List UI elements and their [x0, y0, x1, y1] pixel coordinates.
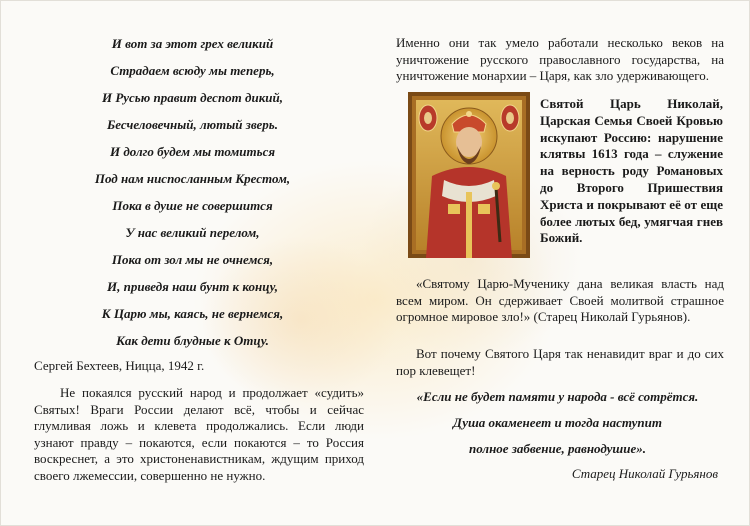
poem-line: Под нам ниспосланным Крестом, [94, 171, 291, 186]
poem-line: И вот за этот грех великий [111, 36, 274, 51]
saint-icon-svg [408, 92, 530, 258]
poem-signature: Сергей Бехтеев, Ницца, 1942 г. [34, 358, 205, 373]
poem-line: Страдаем всюду мы теперь, [110, 63, 275, 78]
prophecy-author: Старец Николай Гурьянов [571, 466, 718, 481]
saint-icon-image [408, 92, 530, 258]
poem-line: И Русью правит деспот дикий, [101, 90, 284, 105]
icon-caption: Святой Царь Николай, Царская Семья Своей Кровью искупают Россию: нарушение клятвы 1613 года – служение на верность роду Романовых до Второго Пришествия Христа и покрывают её от еще более лютых бед, умягчая гнев Божий. [540, 96, 723, 246]
right-top-paragraph: Именно они так умело работали несколько веков на уничтожение русского православного государства, на уничтожение монархии – Царя, как зло удерживающего. [396, 35, 724, 84]
prophecy [380, 384, 735, 462]
poem-line: У нас великий перелом, [125, 225, 260, 240]
why-paragraph: Вот почему Святого Царя так ненавидит враг и до сих пор клевещет! [396, 346, 724, 378]
poem-line: Пока от зол мы не очнемся, [111, 252, 274, 267]
prophecy-line: Душа окаменеет и тогда наступит [453, 415, 662, 430]
poem-line: Как дети блудные к Отцу. [116, 333, 269, 348]
poem-line: Пока в душе не совершится [112, 198, 273, 213]
prophecy-line: полное забвение, равнодушие». [469, 441, 646, 456]
left-paragraph: Не покаялся русский народ и продолжает «судить» Святых! Враги России делают всё, чтобы и сейчас глумливая ложь и клевета продолжались. Если люди узнают правду – покаются, если покаются – то Россия воскреснет, а это христоненавистникам, ждущим приход своего лжемессии, совершенно не нужно. [34, 385, 364, 483]
poem-line: Бесчеловечный, лютый зверь. [107, 117, 278, 132]
elder-quote: «Святому Царю-Мученику дана великая власть над всем миром. Он сдерживает Своей молитвой страшное огромное мировое зло!» (Старец Николай Гурьянов). [396, 276, 724, 325]
poem [20, 30, 365, 354]
prophecy-line: «Если не будет памяти у народа - всё сотрётся. [416, 389, 699, 404]
poem-line: И долго будем мы томиться [109, 144, 276, 159]
poem-line: И, приведя наш бунт к концу, [107, 279, 278, 294]
poem-line: К Царю мы, каясь, не вернемся, [101, 306, 284, 321]
